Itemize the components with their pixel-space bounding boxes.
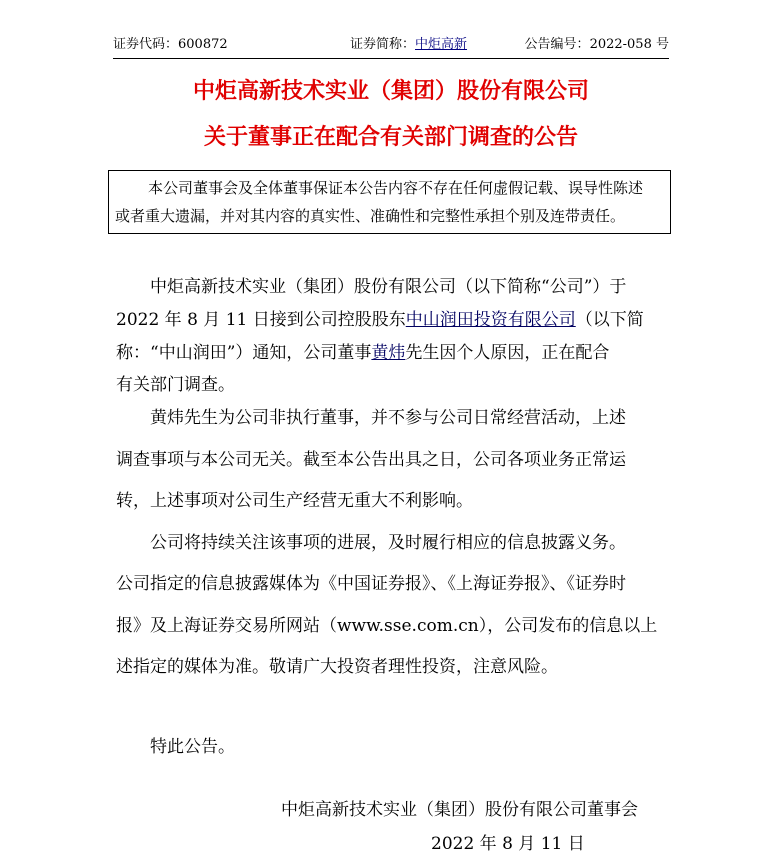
p1-line-2-text: 2022 年 8 月 11 日接到公司控股股东 [116,310,406,330]
stock-abbr [350,38,467,52]
stock-code [113,38,228,52]
shareholder-name[interactable]: 中山润田投资有限公司 [405,310,576,330]
p1-line-3-text: 称：“中山润田”）通知，公司董事 [116,343,372,363]
p1-line-1: 中炬高新技术实业（集团）股份有限公司（以下简称“公司”）于 [150,277,627,297]
p1-line-3-tail: 先生因个人原因，正在配合 [405,343,610,363]
p1-line-2 [116,309,644,331]
page-header [113,38,669,59]
p1-line-4: 有关部门调查。 [116,375,235,395]
company-title: 中炬高新技术实业（集团）股份有限公司 [192,79,589,104]
notice-line-2: 或者重大遗漏，并对其内容的真实性、准确性和完整性承担个别及连带责任。 [115,207,626,225]
signature-date: 2022 年 8 月 11 日 [431,834,585,854]
stock-abbr-value[interactable]: 中炬高新 [415,37,468,52]
p2-line-3: 转，上述事项对公司生产经营无重大不利影响。 [116,491,473,511]
announcement-number-label: 公告编号： [524,37,590,52]
p1-line-3 [116,342,609,364]
notice-line-1: 本公司董事会及全体董事保证本公告内容不存在任何虚假记载、误导性陈述 [148,179,644,197]
p3-line-4: 述指定的媒体为准。敬请广大投资者理性投资，注意风险。 [116,657,558,677]
announcement-number-value: 2022-058 号 [589,37,669,52]
director-name[interactable]: 黄炜 [371,343,406,363]
closing-line: 特此公告。 [150,737,235,757]
announcement-title: 关于董事正在配合有关部门调查的公告 [203,125,578,150]
p2-line-1: 黄炜先生为公司非执行董事，并不参与公司日常经营活动，上述 [150,408,626,428]
p3-line-2: 公司指定的信息披露媒体为《中国证券报》、《上海证券报》、《证券时 [116,574,626,594]
p3-line-3: 报》及上海证券交易所网站（www.sse.com.cn），公司发布的信息以上 [116,616,658,636]
board-guarantee-notice [108,170,671,234]
stock-code-value: 600872 [178,37,228,52]
p1-line-2-tail: （以下简 [575,310,644,330]
stock-code-label: 证券代码： [113,37,179,52]
p3-line-1: 公司将持续关注该事项的进展，及时履行相应的信息披露义务。 [150,533,626,553]
signature-board: 中炬高新技术实业（集团）股份有限公司董事会 [281,800,638,820]
announcement-number [525,38,669,52]
p2-line-2: 调查事项与本公司无关。截至本公告出具之日，公司各项业务正常运 [116,450,626,470]
stock-abbr-label: 证券简称： [350,37,416,52]
